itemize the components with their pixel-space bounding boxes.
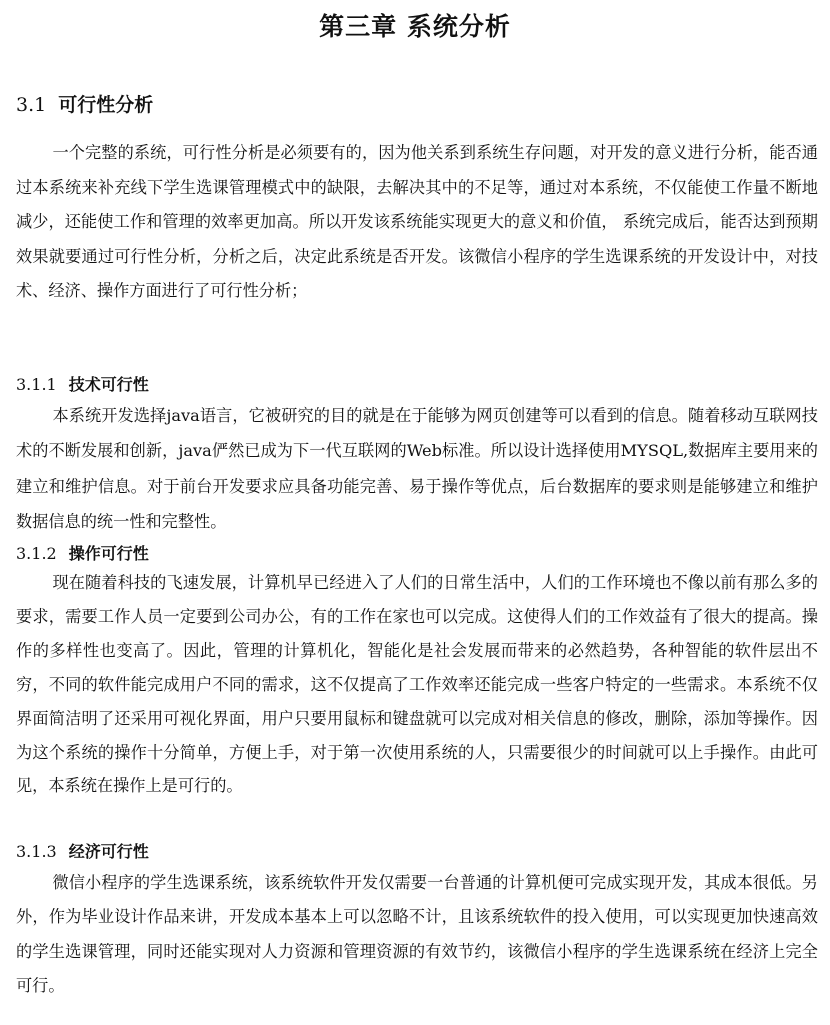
subsection-heading-economic (16, 840, 149, 864)
subsection-heading-technical (16, 373, 149, 397)
economic-feasibility-paragraph: 微信小程序的学生选课系统，该系统软件开发仅需要一台普通的计算机便可完成实现开发，其成本很低。另外，作为毕业设计作品来讲，开发成本基本上可以忽略不计，且该系统软件的投入使用，可以实现更加快速高效的学生选课管理，同时还能实现对人力资源和管理资源的有效节约，该微信小程序的学生选课系统在经济上完全可行。 (16, 873, 818, 995)
subsection-title-text: 操作可行性 (68, 544, 149, 563)
section-title-text: 可行性分析 (58, 94, 154, 116)
subsection-number: 3.1.2 (16, 544, 57, 563)
section-number: 3.1 (16, 94, 47, 116)
technical-feasibility-paragraph: 本系统开发选择java语言，它被研究的目的就是在于能够为网页创建等可以看到的信息。随着移动互联网技术的不断发展和创新，java俨然已成为下一代互联网的Web标准。所以设计选择使用MYSQL,数据库主要用来的建立和维护信息。对于前台开发要求应具备功能完善、易于操作等优点，后台数据库的要求则是能够建立和维护数据信息的统一性和完整性。 (16, 406, 818, 531)
subsection-number: 3.1.3 (16, 842, 57, 861)
chapter-title: 第三章 系统分析 (319, 12, 511, 41)
section-heading (16, 90, 153, 120)
subsection-title-text: 经济可行性 (68, 842, 149, 861)
subsection-title-text: 技术可行性 (68, 375, 149, 394)
subsection-number: 3.1.1 (16, 375, 57, 394)
operational-feasibility-paragraph: 现在随着科技的飞速发展，计算机早已经进入了人们的日常生活中，人们的工作环境也不像以前有那么多的要求，需要工作人员一定要到公司办公，有的工作在家也可以完成。这使得人们的工作效益有了很大的提高。操作的多样性也变高了。因此，管理的计算机化，智能化是社会发展而带来的必然趋势，各种智能的软件层出不穷，不同的软件能完成用户不同的需求，这不仅提高了工作效率还能完成一些客户特定的一些需求。本系统不仅界面简洁明了还采用可视化界面，用户只要用鼠标和键盘就可以完成对相关信息的修改，删除，添加等操作。因为这个系统的操作十分简单，方便上手，对于第一次使用系统的人，只需要很少的时间就可以上手操作。由此可见，本系统在操作上是可行的。 (16, 573, 818, 796)
section-intro-paragraph: 一个完整的系统，可行性分析是必须要有的，因为他关系到系统生存问题，对开发的意义进行分析，能否通过本系统来补充线下学生选课管理模式中的缺限，去解决其中的不足等，通过对本系统，不仅能使工作量不断地减少，还能使工作和管理的效率更加高。所以开发该系统能实现更大的意义和价值， 系统完成后，能否达到预期效果就要通过可行性分析，分析之后，决定此系统是否开发。该微信小程序的学生选课系统的开发设计中，对技术、经济、操作方面进行了可行性分析； (16, 143, 818, 301)
subsection-heading-operational (16, 542, 149, 566)
